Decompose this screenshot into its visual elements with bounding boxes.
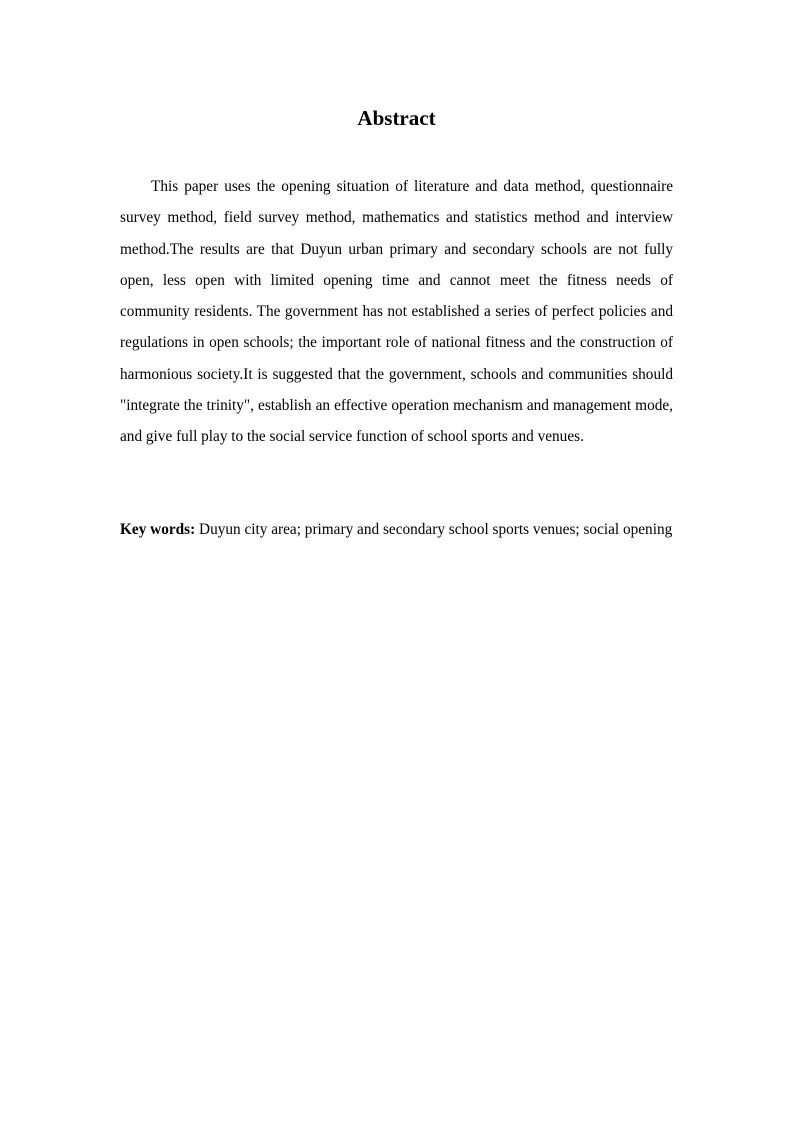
keywords-text: Duyun city area; primary and secondary school sports venues; social opening	[199, 521, 673, 538]
keywords-paragraph	[120, 514, 673, 545]
abstract-title: Abstract	[357, 106, 436, 130]
keywords-label: Key words:	[120, 521, 196, 538]
abstract-body: This paper uses the opening situation of literature and data method, questionnaire survey method, field survey method, mathematics and statistics method and interview method.The results are that Duyun urban primary and secondary schools are not fully open, less open with limited opening time and cannot meet the fitness needs of community residents. The government has not established a series of perfect policies and regulations in open schools; the important role of national fitness and the construction of harmonious society.It is suggested that the government, schools and communities should "integrate the trinity", establish an effective operation mechanism and management mode, and give full play to the social service function of school sports and venues.	[120, 178, 673, 446]
